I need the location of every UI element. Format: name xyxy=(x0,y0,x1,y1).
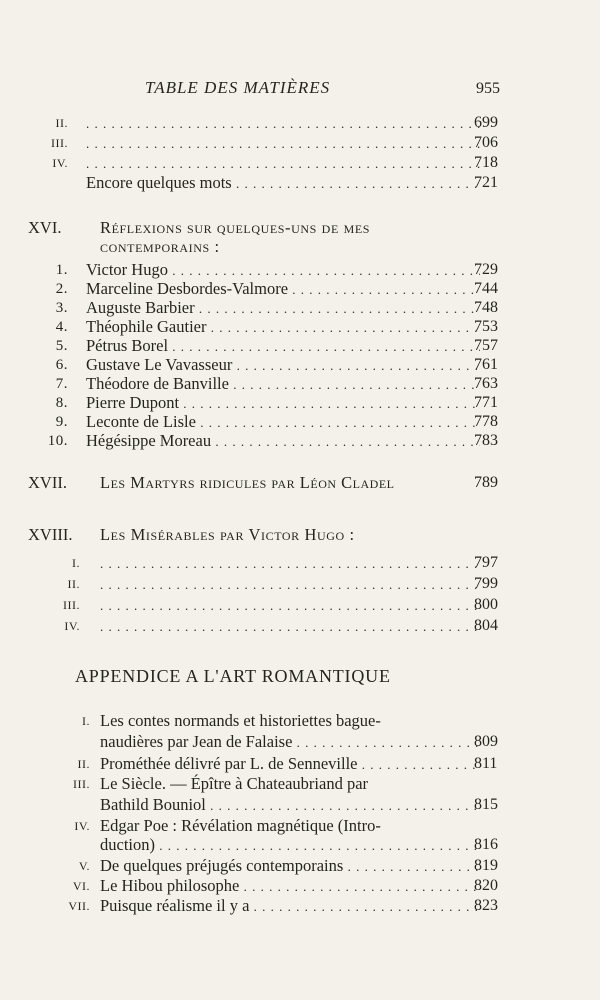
entry-number: III. xyxy=(51,136,68,150)
entry-page: 721 xyxy=(474,174,498,191)
appendix-entry-cont xyxy=(0,731,600,753)
entry-title: De quelques préjugés contemporains . . . xyxy=(100,855,480,878)
entry-title-line1: Les contes normands et historiettes bague- xyxy=(100,711,381,730)
section-heading-xviii xyxy=(0,524,600,546)
entry-number: I. xyxy=(82,714,90,728)
entry-number: 5. xyxy=(55,338,68,354)
entry-page: 800 xyxy=(474,596,498,613)
entry-number: VII. xyxy=(68,899,90,913)
section-heading-xvi-cont xyxy=(0,236,600,258)
entry-title-line1: Edgar Poe : Révélation magnétique (Intro- xyxy=(100,816,381,835)
appendix-entry-cont xyxy=(0,834,600,856)
entry-number: I. xyxy=(72,556,80,570)
section-number: XVII. xyxy=(28,473,67,492)
entry-page: 706 xyxy=(474,134,498,151)
entry-number: 2. xyxy=(55,281,68,297)
entry-leader xyxy=(100,573,480,596)
toc-entry xyxy=(0,615,600,637)
entry-title: Leconte de Lisle . . . xyxy=(86,411,480,434)
toc-entry xyxy=(0,430,600,452)
entry-leader xyxy=(100,552,480,575)
entry-title: Le Hibou philosophe . . . xyxy=(100,875,480,898)
appendix-entry xyxy=(0,895,600,917)
entry-page: 816 xyxy=(474,836,498,853)
entry-page: 823 xyxy=(474,897,498,914)
entry-title: Victor Hugo . . . xyxy=(86,259,480,282)
entry-number: 6. xyxy=(55,357,68,373)
entry-page: 819 xyxy=(474,857,498,874)
entry-page: 771 xyxy=(474,394,498,411)
toc-entry xyxy=(0,594,600,616)
entry-number: 3. xyxy=(55,300,68,316)
entry-page: 811 xyxy=(474,755,498,772)
entry-page: 748 xyxy=(474,299,498,316)
entry-page: 820 xyxy=(474,877,498,894)
toc-entry xyxy=(0,172,600,194)
entry-title: Prométhée délivré par L. de Senneville . . . xyxy=(100,753,480,776)
entry-page: 778 xyxy=(474,413,498,430)
entry-page: 763 xyxy=(474,375,498,392)
section-heading-xvii xyxy=(0,472,600,494)
entry-leader xyxy=(100,594,480,617)
section-title-line1: Réflexions sur quelques-uns de mes xyxy=(100,218,371,237)
entry-number: 10. xyxy=(47,433,68,449)
entry-number: III. xyxy=(63,598,80,612)
entry-page: 815 xyxy=(474,796,498,813)
entry-number: 4. xyxy=(55,319,68,335)
entry-number: 9. xyxy=(55,414,68,430)
entry-page: 809 xyxy=(474,733,498,750)
entry-leader xyxy=(100,615,480,638)
entry-page: 718 xyxy=(474,154,498,171)
entry-title: Auguste Barbier . . . xyxy=(86,297,480,320)
section-number: XVIII. xyxy=(28,525,73,544)
toc-entry xyxy=(0,112,600,134)
entry-title-line2: duction) . . . xyxy=(100,834,480,857)
entry-number: IV. xyxy=(74,819,90,833)
section-number: XVI. xyxy=(28,218,62,237)
entry-number: 8. xyxy=(55,395,68,411)
entry-page: 753 xyxy=(474,318,498,335)
entry-title: Pierre Dupont . . . xyxy=(86,392,480,415)
appendix-entry xyxy=(0,773,600,795)
entry-number: II. xyxy=(67,577,80,591)
entry-title: Marceline Desbordes-Valmore . . . xyxy=(86,278,480,301)
toc-entry xyxy=(0,152,600,174)
appendix-entry xyxy=(0,753,600,775)
section-page: 789 xyxy=(474,474,498,491)
running-head xyxy=(0,78,600,100)
running-title: TABLE DES MATIÈRES xyxy=(145,78,331,97)
entry-title: Théophile Gautier . . . xyxy=(86,316,480,339)
section-title-line2: contemporains : xyxy=(100,237,220,256)
entry-title: Encore quelques mots . . . xyxy=(86,172,480,195)
entry-page: 797 xyxy=(474,554,498,571)
entry-number: III. xyxy=(73,777,90,791)
entry-page: 757 xyxy=(474,337,498,354)
appendix-entry xyxy=(0,875,600,897)
section-title: Les Martyrs ridicules par Léon Cladel xyxy=(100,473,395,492)
appendix-title: APPENDICE A L'ART ROMANTIQUE xyxy=(75,666,391,686)
entry-page: 783 xyxy=(474,432,498,449)
entry-title-line2: naudières par Jean de Falaise . . . xyxy=(100,731,480,754)
page-number: 955 xyxy=(476,80,500,97)
entry-title: Puisque réalisme il y a . . . xyxy=(100,895,480,918)
entry-number: VI. xyxy=(72,879,90,893)
section-title: Les Misérables par Victor Hugo : xyxy=(100,525,355,544)
entry-page: 761 xyxy=(474,356,498,373)
entry-number: II. xyxy=(77,757,90,771)
entry-page: 744 xyxy=(474,280,498,297)
entry-title: Hégésippe Moreau . . . xyxy=(86,430,480,453)
appendix-entry-cont xyxy=(0,794,600,816)
entry-title-line1: Le Siècle. — Épître à Chateaubriand par xyxy=(100,774,369,793)
entry-page: 804 xyxy=(474,617,498,634)
entry-page: 799 xyxy=(474,575,498,592)
entry-title: Gustave Le Vavasseur . . . xyxy=(86,354,480,377)
entry-title: Pétrus Borel . . . xyxy=(86,335,480,358)
entry-number: IV. xyxy=(64,619,80,633)
entry-number: 1. xyxy=(55,262,68,278)
toc-entry xyxy=(0,132,600,154)
toc-entry xyxy=(0,552,600,574)
entry-number: IV. xyxy=(52,156,68,170)
toc-entry xyxy=(0,573,600,595)
entry-number: V. xyxy=(78,859,90,873)
entry-page: 699 xyxy=(474,114,498,131)
entry-number: 7. xyxy=(55,376,68,392)
entry-title-line2: Bathild Bouniol . . . xyxy=(100,794,480,817)
entry-page: 729 xyxy=(474,261,498,278)
entry-title: Théodore de Banville . . . xyxy=(86,373,480,396)
entry-number: II. xyxy=(55,116,68,130)
appendix-entry xyxy=(0,855,600,877)
appendix-entry xyxy=(0,710,600,732)
